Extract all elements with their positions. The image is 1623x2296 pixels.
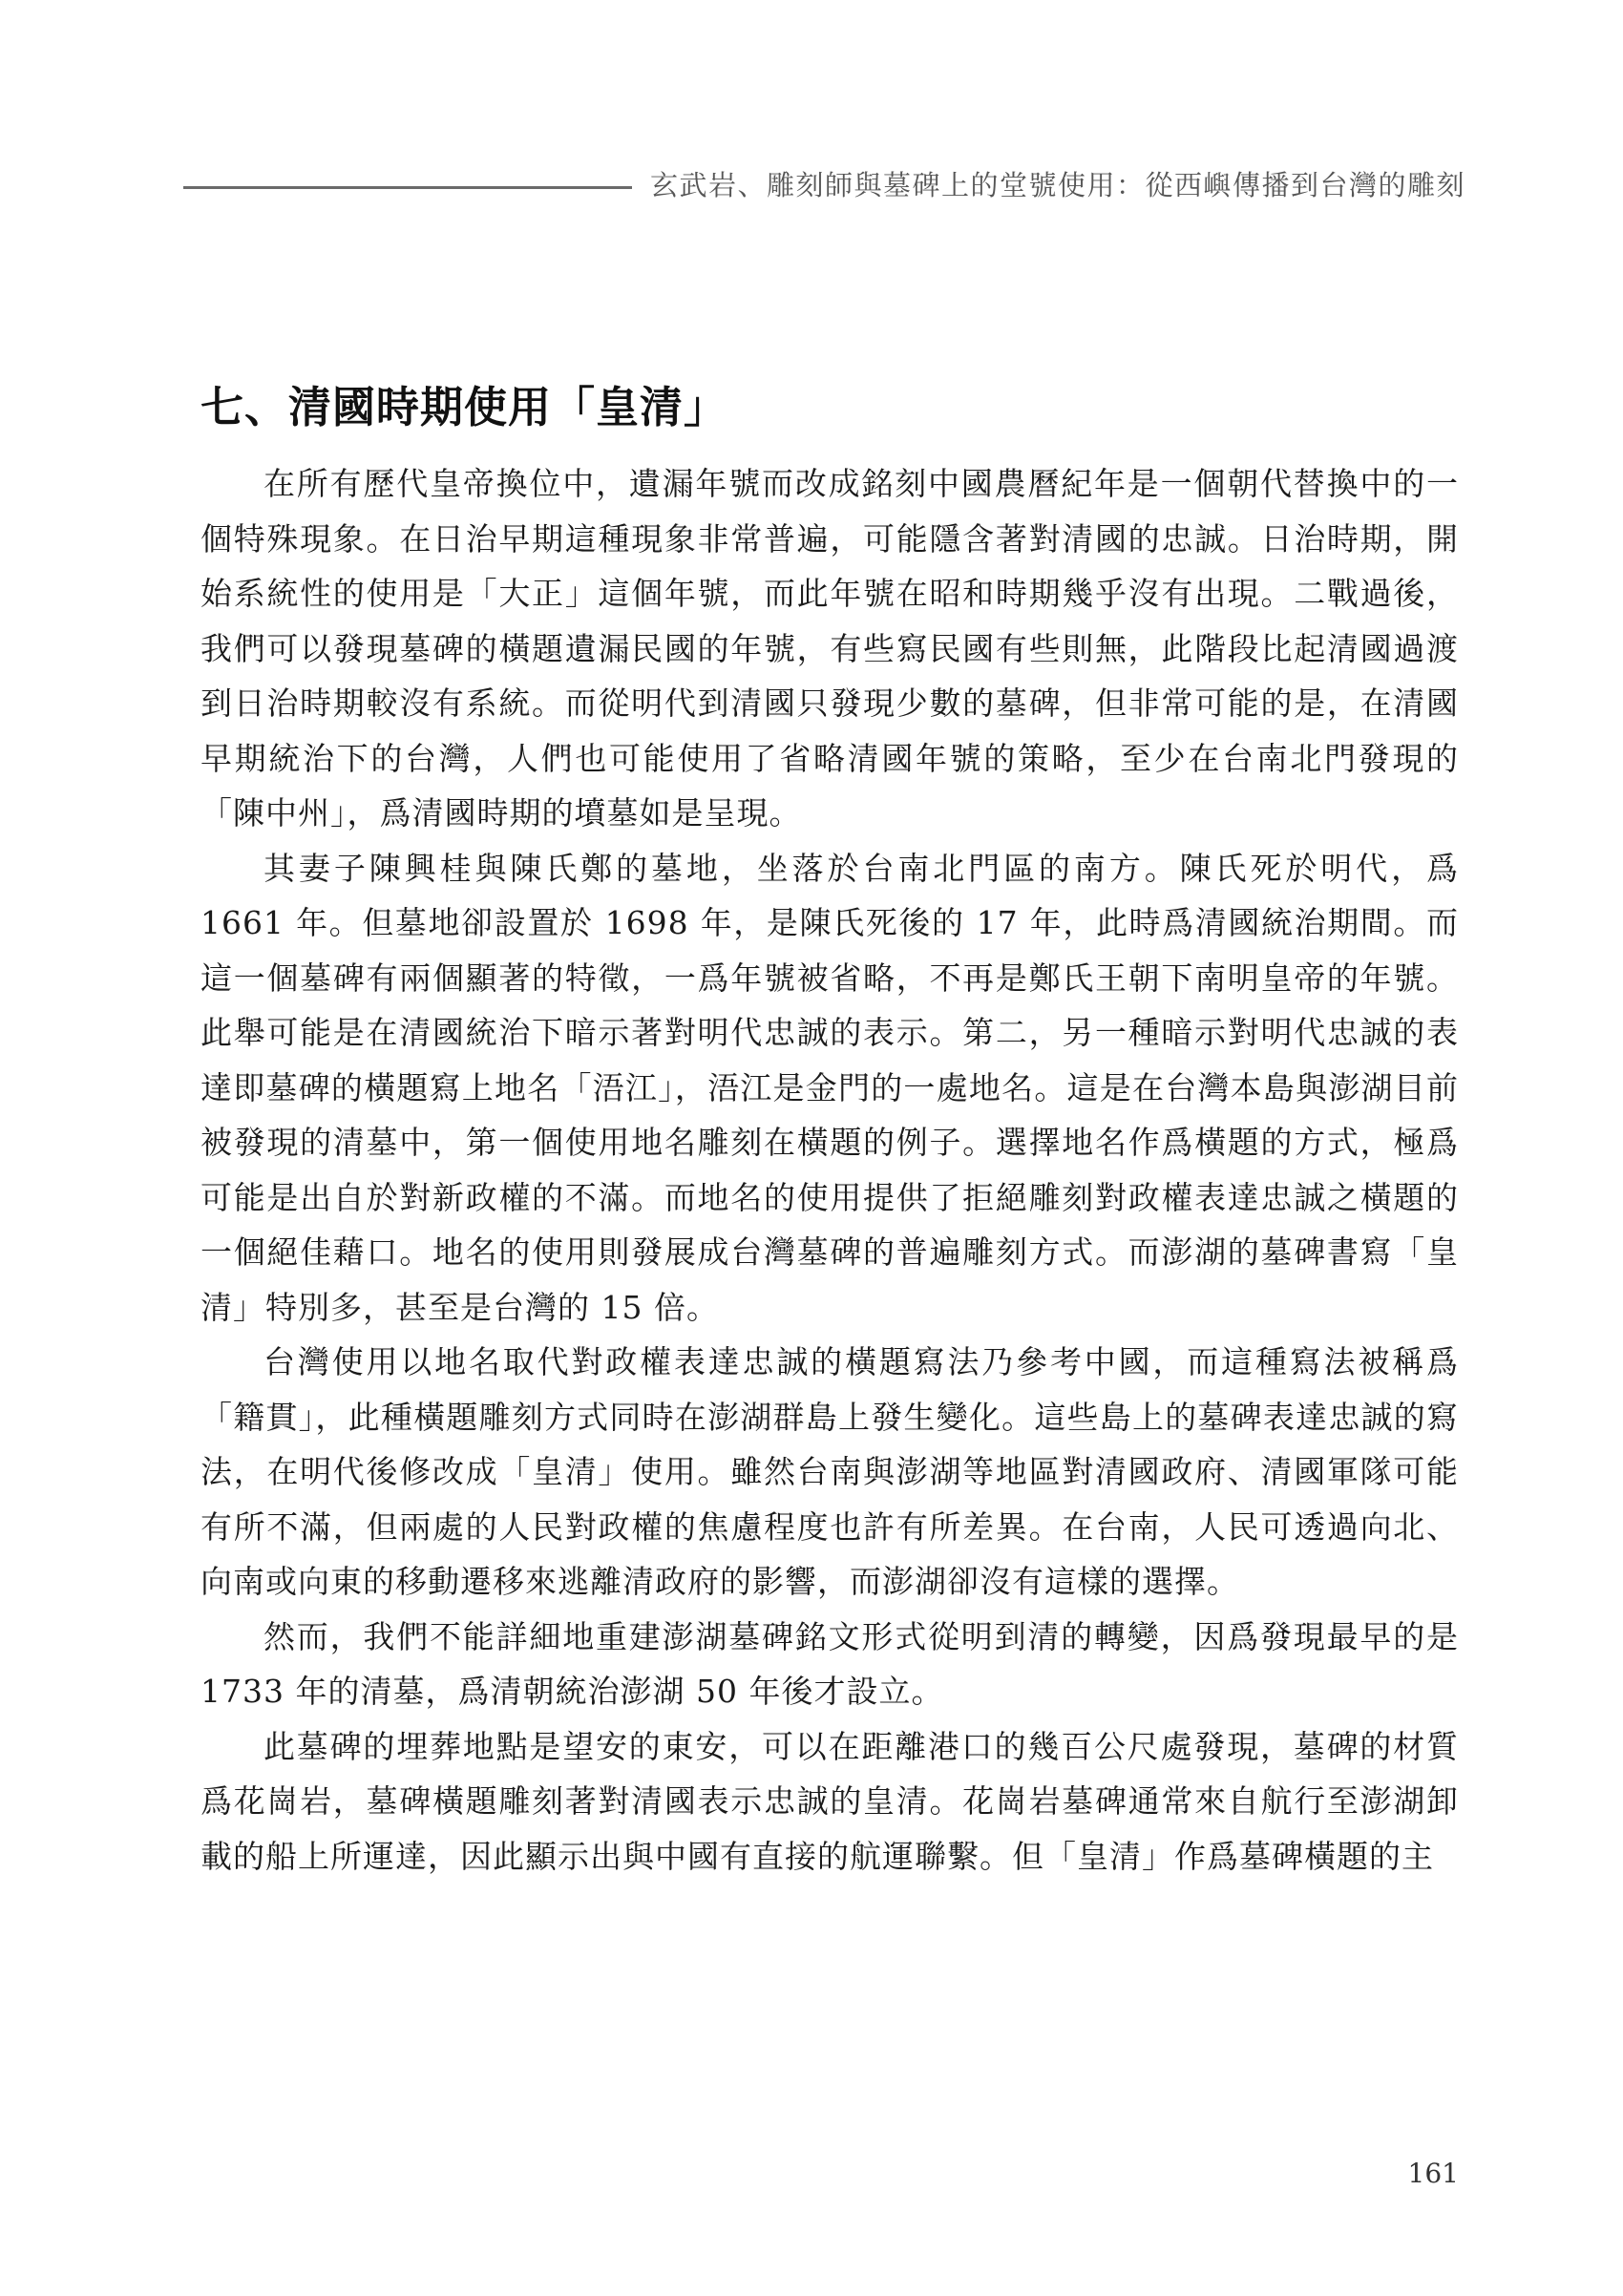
header-rule: [183, 186, 632, 189]
body-text: [200, 456, 1459, 1884]
paragraph: 然而，我們不能詳細地重建澎湖墓碑銘文形式從明到清的轉變，因爲發現最早的是 1733 年的清墓，爲清朝統治澎湖 50 年後才設立。: [200, 1617, 1459, 1710]
paragraph: 此墓碑的埋葬地點是望安的東安，可以在距離港口的幾百公尺處發現，墓碑的材質爲花崗岩，墓碑橫題雕刻著對清國表示忠誠的皇清。花崗岩墓碑通常來自航行至澎湖卸載的船上所運達，因此顯示出與中國有直接的航運聯繫。但「皇清」作爲墓碑橫題的主: [200, 1727, 1459, 1875]
running-header: 玄武岩、雕刻師與墓碑上的堂號使用：從西嶼傳播到台灣的雕刻: [649, 169, 1465, 201]
page-number: 161: [1407, 2158, 1459, 2189]
section-title: 七、清國時期使用「皇清」: [200, 382, 728, 432]
paragraph: 其妻子陳興桂與陳氏鄭的墓地，坐落於台南北門區的南方。陳氏死於明代，爲 1661 年。但墓地卻設置於 1698 年，是陳氏死後的 17 年，此時爲清國統治期間。而這一個墓碑有兩個顯著的特徵，一爲年號被省略，不再是鄭氏王朝下南明皇帝的年號。此舉可能是在清國統治下暗示著對明代忠誠的表示。第二，另一種暗示對明代忠誠的表達即墓碑的橫題寫上地名「浯江」，浯江是金門的一處地名。這是在台灣本島與澎湖目前被發現的清墓中，第一個使用地名雕刻在橫題的例子。選擇地名作爲橫題的方式，極爲可能是出自於對新政權的不滿。而地名的使用提供了拒絕雕刻對政權表達忠誠之橫題的一個絕佳藉口。地名的使用則發展成台灣墓碑的普遍雕刻方式。而澎湖的墓碑書寫「皇清」特別多，甚至是台灣的 15 倍。: [200, 849, 1459, 1326]
paragraph: 在所有歷代皇帝換位中，遺漏年號而改成銘刻中國農曆紀年是一個朝代替換中的一個特殊現象。在日治早期這種現象非常普遍，可能隱含著對清國的忠誠。日治時期，開始系統性的使用是「大正」這個年號，而此年號在昭和時期幾乎沒有出現。二戰過後，我們可以發現墓碑的橫題遺漏民國的年號，有些寫民國有些則無，此階段比起清國過渡到日治時期較沒有系統。而從明代到清國只發現少數的墓碑，但非常可能的是，在清國早期統治下的台灣，人們也可能使用了省略清國年號的策略，至少在台南北門發現的「陳中州」，爲清國時期的墳墓如是呈現。: [200, 465, 1459, 832]
paragraph: 台灣使用以地名取代對政權表達忠誠的橫題寫法乃參考中國，而這種寫法被稱爲「籍貫」，此種橫題雕刻方式同時在澎湖群島上發生變化。這些島上的墓碑表達忠誠的寫法，在明代後修改成「皇清」使用。雖然台南與澎湖等地區對清國政府、清國軍隊可能有所不滿，但兩處的人民對政權的焦慮程度也許有所差異。在台南，人民可透過向北、向南或向東的移動遷移來逃離清政府的影響，而澎湖卻沒有這樣的選擇。: [200, 1343, 1459, 1600]
